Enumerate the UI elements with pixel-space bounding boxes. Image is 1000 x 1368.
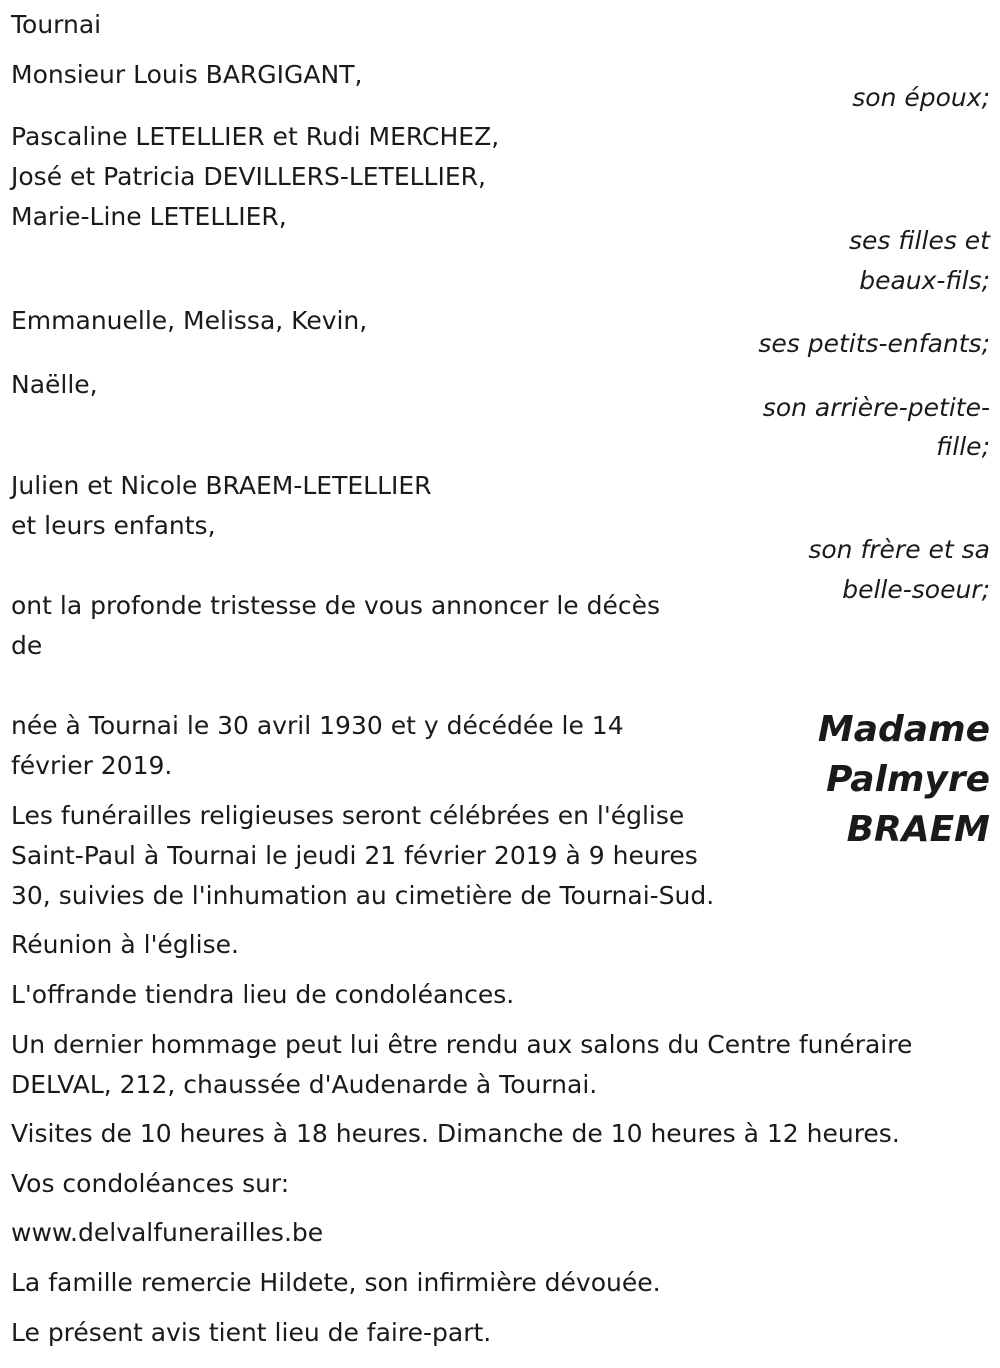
announcement: de	[11, 631, 43, 660]
sibling-relation: son frère et sa	[808, 535, 990, 564]
condolences-label: Vos condoléances sur:	[11, 1169, 290, 1198]
meeting-info: Réunion à l'église.	[11, 930, 239, 959]
birth-death-info: née à Tournai le 30 avril 1930 et y décédée le 14	[11, 711, 624, 740]
deceased-first-name: Palmyre	[826, 759, 990, 800]
grandchildren-relation: ses petits-enfants;	[758, 329, 990, 358]
deceased-last-name: BRAEM	[846, 809, 990, 850]
deceased-name	[818, 705, 990, 855]
daughter-line: Marie-Line LETELLIER,	[11, 202, 287, 231]
grandchildren-names: Emmanuelle, Melissa, Kevin,	[11, 306, 368, 335]
thanks-note: La famille remercie Hildete, son infirmière dévouée.	[11, 1268, 661, 1297]
spouse-relation: son époux;	[852, 83, 990, 112]
closing-note: Le présent avis tient lieu de faire-part.	[11, 1318, 492, 1347]
great-grandchild-relation: son arrière-petite-	[762, 393, 990, 422]
announcement: ont la profonde tristesse de vous annoncer le décès	[11, 591, 661, 620]
daughters-relation: beaux-fils;	[859, 266, 990, 295]
deceased-title: Madame	[817, 709, 990, 750]
offering-info: L'offrande tiendra lieu de condoléances.	[11, 980, 515, 1009]
daughter-line: José et Patricia DEVILLERS-LETELLIER,	[11, 162, 486, 191]
great-grandchild-name: Naëlle,	[11, 370, 98, 399]
sibling-names: Julien et Nicole BRAEM-LETELLIER	[11, 471, 432, 500]
daughters-relation: ses filles et	[849, 226, 990, 255]
daughter-line: Pascaline LETELLIER et Rudi MERCHEZ,	[11, 122, 500, 151]
funeral-info: Saint-Paul à Tournai le jeudi 21 février 2019 à 9 heures	[11, 841, 698, 870]
spouse-name: Monsieur Louis BARGIGANT,	[11, 60, 363, 89]
place-heading: Tournai	[11, 10, 102, 39]
great-grandchild-relation: fille;	[936, 432, 990, 461]
funeral-info: 30, suivies de l'inhumation au cimetière de Tournai-Sud.	[11, 881, 715, 910]
sibling-relation: belle-soeur;	[842, 575, 990, 604]
visit-hours: Visites de 10 heures à 18 heures. Dimanche de 10 heures à 12 heures.	[11, 1119, 900, 1148]
website-link[interactable]: www.delvalfunerailles.be	[11, 1218, 324, 1247]
homage-info: Un dernier hommage peut lui être rendu aux salons du Centre funéraire	[11, 1030, 913, 1059]
homage-info: DELVAL, 212, chaussée d'Audenarde à Tournai.	[11, 1070, 598, 1099]
birth-death-info: février 2019.	[11, 751, 173, 780]
funeral-info: Les funérailles religieuses seront célébrées en l'église	[11, 801, 685, 830]
sibling-names: et leurs enfants,	[11, 511, 216, 540]
